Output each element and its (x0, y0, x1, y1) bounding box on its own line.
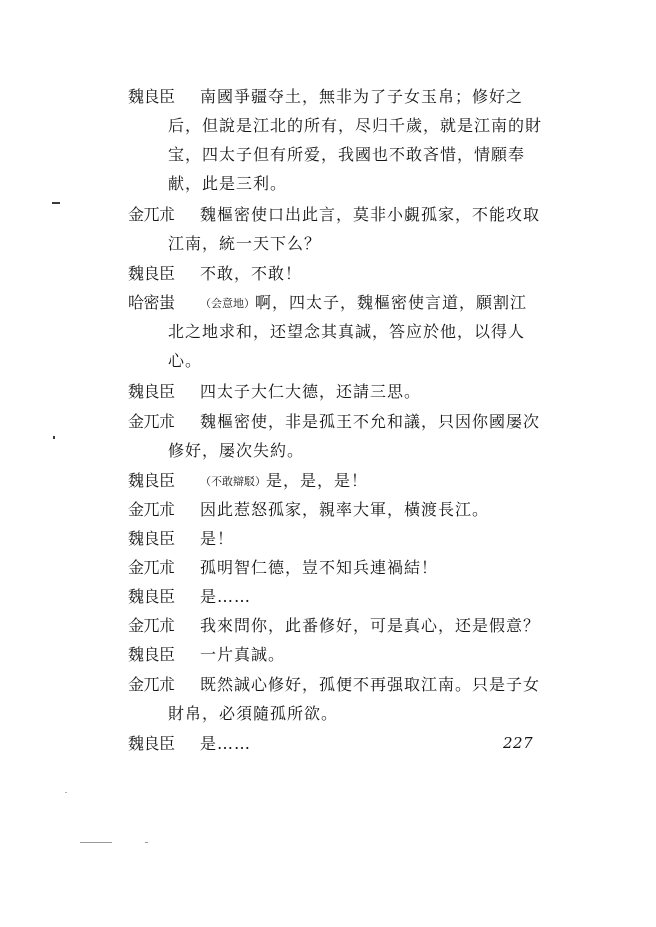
speech-text: 是…… (200, 734, 252, 753)
speech-text: 江南，統一天下么？ (168, 234, 322, 253)
speech-text: 四太子大仁大德，还請三思。 (200, 382, 422, 401)
speech-text: 北之地求和，还望念其真誠，答应於他，以得人 (168, 322, 526, 341)
speech-text: 因此惹怒孤家，親率大軍，橫渡長江。 (200, 500, 490, 519)
speech-text: 心。 (168, 351, 203, 370)
scan-mark (53, 436, 55, 439)
speaker-name: 金兀朮 (128, 412, 175, 431)
speech-text: 財帛，必須隨孤所欲。 (168, 704, 339, 723)
speaker-name: 魏良臣 (128, 734, 175, 753)
speech-text: 修好，屡次失約。 (168, 441, 305, 460)
stage-direction: （不敢辯駁） (200, 475, 266, 488)
speech-text: 宝，四太子但有所爱，我國也不敢吝惜，情願奉 (168, 145, 526, 164)
speech-text: 不敢，不敢！ (200, 264, 303, 283)
scan-mark (52, 202, 60, 204)
speech-text: 魏樞密使口出此言，莫非小覷孤家，不能攻取 (200, 205, 541, 224)
speaker-name: 金兀朮 (128, 558, 175, 577)
speaker-name: 魏良臣 (128, 382, 175, 401)
speaker-name: 魏良臣 (128, 529, 175, 548)
scan-mark (145, 842, 148, 843)
speaker-name: 金兀朮 (128, 616, 175, 635)
speech-text: 南國爭疆夺土，無非为了子女玉帛；修好之 (200, 87, 524, 106)
scan-mark (80, 842, 112, 843)
speech-text: 魏樞密使，非是孤王不允和議，只因你國屡次 (200, 412, 541, 431)
speaker-name: 魏良臣 (128, 645, 175, 664)
speaker-name: 金兀朮 (128, 500, 175, 519)
speech-text: 我來問你，此番修好，可是真心，还是假意？ (200, 616, 541, 635)
speech-text: 后，但說是江北的所有，尽归千歲，就是江南的財 (168, 116, 543, 135)
speech-fragment: 啊，四太子，魏樞密使言道，願割江 (255, 293, 528, 312)
speech-text (200, 290, 527, 317)
speech-text: 孤明智仁德，豈不知兵連禍結！ (200, 558, 439, 577)
speaker-name: 金兀朮 (128, 675, 175, 694)
speech-fragment: 是，是，是！ (266, 471, 369, 490)
speech-text: 既然誠心修好，孤便不再强取江南。只是子女 (200, 675, 541, 694)
speech-text: 献，此是三利。 (168, 174, 288, 193)
speaker-name: 哈密蚩 (128, 293, 175, 312)
speaker-name: 金兀朮 (128, 205, 175, 224)
speech-text (200, 468, 368, 495)
stage-direction: （会意地） (200, 297, 255, 310)
speaker-name: 魏良臣 (128, 264, 175, 283)
page-number: 227 (503, 734, 534, 752)
speech-text: 是…… (200, 587, 252, 606)
scan-mark (65, 792, 67, 793)
speaker-name: 魏良臣 (128, 587, 175, 606)
speaker-name: 魏良臣 (128, 471, 175, 490)
speaker-name: 魏良臣 (128, 87, 175, 106)
speech-text: 一片真誠。 (200, 645, 286, 664)
speech-text: 是！ (200, 529, 235, 548)
